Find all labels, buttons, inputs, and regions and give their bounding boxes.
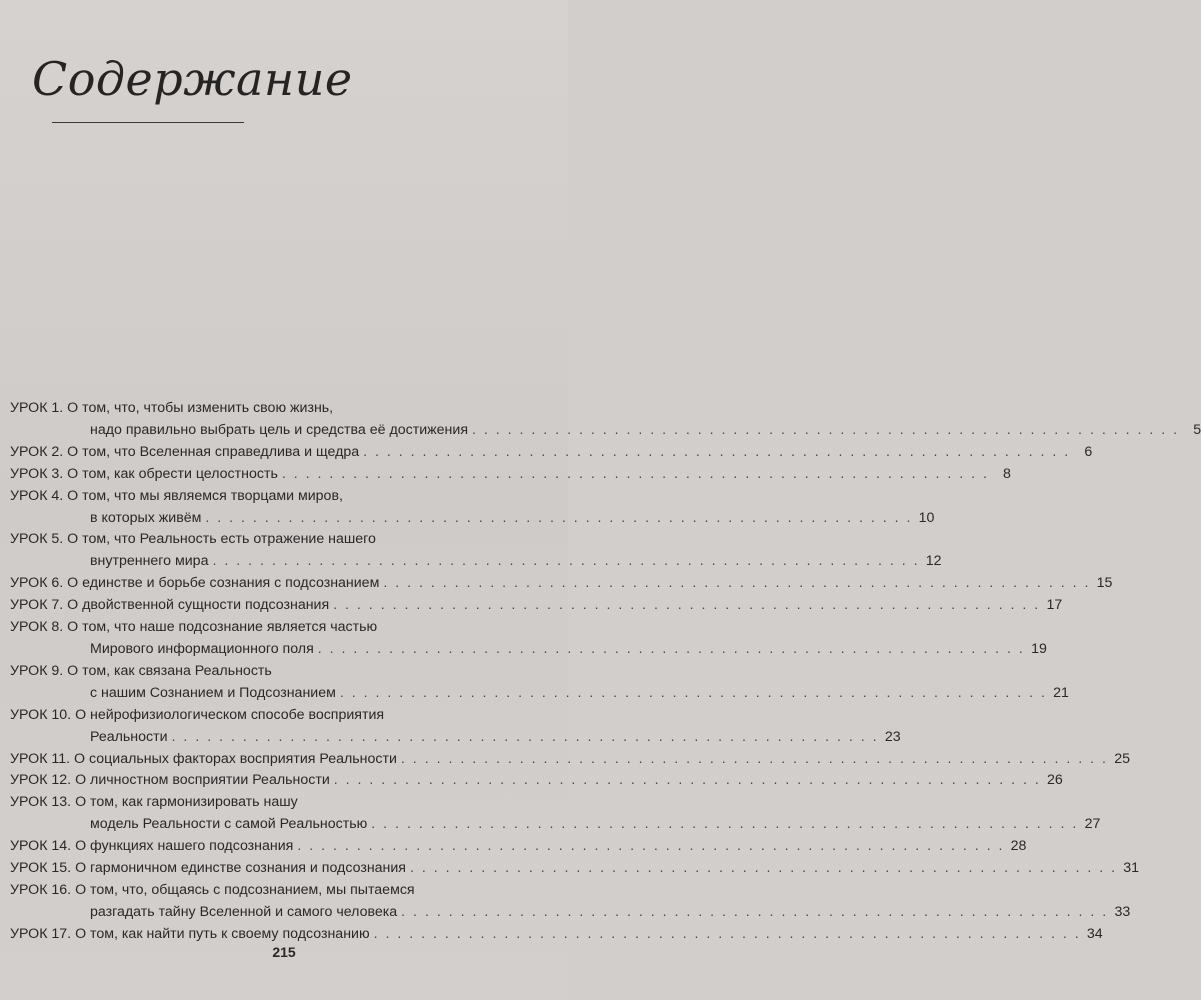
toc-entry-leader-line bbox=[10, 749, 1130, 771]
toc-entry-leader-line bbox=[10, 902, 1131, 924]
toc-entry-leader-line bbox=[10, 770, 1063, 792]
dot-leader: . . . . . . . . . . . . . . . . . . . . . . . . . . . . . . . . . . . . . . . . . . . . . . . . . . . . . . . . . . . . bbox=[339, 684, 1047, 701]
toc-entry-heading: УРОК 10. О нейрофизиологическом способе восприятия bbox=[10, 706, 385, 723]
toc-entry-heading: УРОК 5. О том, что Реальность есть отражение нашего bbox=[10, 531, 376, 548]
table-of-contents bbox=[10, 398, 1201, 946]
toc-entry bbox=[10, 705, 901, 749]
toc-entry-continuation: надо правильно выбрать цель и средства её достижения bbox=[90, 421, 468, 438]
toc-entry bbox=[10, 770, 1063, 792]
dot-leader: . . . . . . . . . . . . . . . . . . . . . . . . . . . . . . . . . . . . . . . . . . . . . . . . . . . . . . . . . . . . bbox=[297, 838, 1005, 855]
toc-entry-heading: УРОК 17. О том, как найти путь к своему подсознанию bbox=[10, 925, 370, 942]
dot-leader: . . . . . . . . . . . . . . . . . . . . . . . . . . . . . . . . . . . . . . . . . . . . . . . . . . . . . . . . . . . . bbox=[317, 640, 1025, 657]
toc-entry bbox=[10, 749, 1130, 771]
toc-entry-heading: УРОК 3. О том, как обрести целостность bbox=[10, 465, 278, 482]
toc-page-number: 10 bbox=[918, 509, 935, 526]
dot-leader: . . . . . . . . . . . . . . . . . . . . . . . . . . . . . . . . . . . . . . . . . . . . . . . . . . . . . . . . . . . . bbox=[472, 421, 1180, 438]
toc-page-number: 12 bbox=[925, 553, 942, 570]
dot-leader: . . . . . . . . . . . . . . . . . . . . . . . . . . . . . . . . . . . . . . . . . . . . . . . . . . . . . . . . . . . . bbox=[400, 750, 1108, 767]
toc-entry-leader-line bbox=[10, 836, 1027, 858]
toc-entry bbox=[10, 924, 1103, 946]
toc-entry-heading: УРОК 9. О том, как связана Реальность bbox=[10, 662, 272, 679]
toc-entry-leader-line bbox=[10, 683, 1069, 705]
toc-entry-heading: УРОК 14. О функциях нашего подсознания bbox=[10, 838, 294, 855]
page-number: 215 bbox=[272, 944, 296, 960]
toc-page-number: 8 bbox=[1003, 465, 1011, 482]
toc-entry bbox=[10, 398, 1201, 442]
toc-page-number: 27 bbox=[1084, 816, 1101, 833]
toc-page-number: 25 bbox=[1114, 750, 1130, 767]
toc-entry-leader-line bbox=[10, 442, 1093, 464]
toc-entry-heading: УРОК 4. О том, что мы являемся творцами миров, bbox=[10, 487, 343, 504]
toc-page-number: 26 bbox=[1047, 772, 1063, 789]
toc-entry bbox=[10, 617, 1047, 661]
dot-leader: . . . . . . . . . . . . . . . . . . . . . . . . . . . . . . . . . . . . . . . . . . . . . . . . . . . . . . . . . . . . bbox=[371, 816, 1079, 833]
toc-entry-heading: УРОК 8. О том, что наше подсознание является частью bbox=[10, 619, 378, 636]
page-title: Содержание bbox=[32, 52, 353, 106]
toc-page-number: 28 bbox=[1010, 838, 1027, 855]
toc-entry bbox=[10, 486, 935, 530]
toc-entry-leader-line bbox=[10, 858, 1140, 880]
toc-entry bbox=[10, 442, 1093, 464]
toc-entry-leader-line bbox=[10, 420, 1201, 442]
toc-entry-leader-line bbox=[10, 551, 942, 573]
toc-page-number: 33 bbox=[1114, 903, 1131, 920]
toc-entry-heading: УРОК 1. О том, что, чтобы изменить свою жизнь, bbox=[10, 400, 334, 416]
dot-leader: . . . . . . . . . . . . . . . . . . . . . . . . . . . . . . . . . . . . . . . . . . . . . . . . . . . . . . . . . . . . bbox=[212, 553, 920, 570]
toc-entry bbox=[10, 858, 1140, 880]
dot-leader: . . . . . . . . . . . . . . . . . . . . . . . . . . . . . . . . . . . . . . . . . . . . . . . . . . . . . . . . . . . . bbox=[205, 509, 913, 526]
toc-page-number: 21 bbox=[1053, 684, 1069, 701]
toc-entry bbox=[10, 880, 1131, 924]
toc-entry-continuation: в которых живём bbox=[90, 509, 202, 526]
toc-entry bbox=[10, 792, 1101, 836]
toc-entry-continuation: Мирового информационного поля bbox=[90, 640, 314, 657]
toc-entry-heading: УРОК 15. О гармоничном единстве сознания и подсознания bbox=[10, 860, 406, 877]
toc-entry-leader-line bbox=[10, 639, 1047, 661]
toc-entry bbox=[10, 595, 1063, 617]
toc-entry-leader-line bbox=[10, 924, 1103, 946]
toc-entry-continuation: внутреннего мира bbox=[90, 553, 209, 570]
toc-page-number: 15 bbox=[1096, 575, 1113, 592]
toc-page-number: 17 bbox=[1046, 597, 1063, 614]
toc-entry-continuation: разгадать тайну Вселенной и самого человека bbox=[90, 903, 398, 920]
toc-entry-continuation: с нашим Сознанием и Подсознанием bbox=[90, 684, 336, 701]
dot-leader: . . . . . . . . . . . . . . . . . . . . . . . . . . . . . . . . . . . . . . . . . . . . . . . . . . . . . . . . . . . . bbox=[333, 597, 1041, 614]
dot-leader: . . . . . . . . . . . . . . . . . . . . . . . . . . . . . . . . . . . . . . . . . . . . . . . . . . . . . . . . . . . . bbox=[363, 443, 1071, 460]
toc-entry-heading: УРОК 7. О двойственной сущности подсознания bbox=[10, 597, 330, 614]
dot-leader: . . . . . . . . . . . . . . . . . . . . . . . . . . . . . . . . . . . . . . . . . . . . . . . . . . . . . . . . . . . . bbox=[410, 860, 1118, 877]
toc-entry-heading: УРОК 11. О социальных факторах восприятия Реальности bbox=[10, 750, 397, 767]
dot-leader: . . . . . . . . . . . . . . . . . . . . . . . . . . . . . . . . . . . . . . . . . . . . . . . . . . . . . . . . . . . . bbox=[171, 728, 879, 745]
toc-entry bbox=[10, 529, 942, 573]
toc-page-number: 31 bbox=[1123, 860, 1140, 877]
toc-page-number: 6 bbox=[1084, 443, 1093, 460]
toc-entry-leader-line bbox=[10, 727, 901, 749]
dot-leader: . . . . . . . . . . . . . . . . . . . . . . . . . . . . . . . . . . . . . . . . . . . . . . . . . . . . . . . . . . . . bbox=[401, 903, 1109, 920]
toc-entry-leader-line bbox=[10, 573, 1113, 595]
toc-entry-heading: УРОК 6. О единстве и борьбе сознания с подсознанием bbox=[10, 575, 380, 592]
toc-entry-heading: УРОК 12. О личностном восприятии Реальности bbox=[10, 772, 330, 789]
toc-entry-leader-line bbox=[10, 814, 1101, 836]
dot-leader: . . . . . . . . . . . . . . . . . . . . . . . . . . . . . . . . . . . . . . . . . . . . . . . . . . . . . . . . . . . . bbox=[333, 772, 1041, 789]
toc-entry-heading: УРОК 13. О том, как гармонизировать нашу bbox=[10, 794, 298, 811]
toc-entry-heading: УРОК 2. О том, что Вселенная справедлива и щедра bbox=[10, 443, 360, 460]
toc-page-number: 19 bbox=[1031, 640, 1047, 657]
toc-entry-continuation: Реальности bbox=[90, 728, 168, 745]
dot-leader: . . . . . . . . . . . . . . . . . . . . . . . . . . . . . . . . . . . . . . . . . . . . . . . . . . . . . . . . . . . . bbox=[383, 575, 1091, 592]
toc-entry bbox=[10, 836, 1027, 858]
toc-entry bbox=[10, 661, 1069, 705]
toc-entry-leader-line bbox=[10, 595, 1063, 617]
toc-page-number: 34 bbox=[1086, 925, 1103, 942]
toc-page-number: 23 bbox=[884, 728, 901, 745]
toc-entry-leader-line bbox=[10, 464, 1011, 486]
toc-page-number: 5 bbox=[1193, 421, 1201, 438]
dot-leader: . . . . . . . . . . . . . . . . . . . . . . . . . . . . . . . . . . . . . . . . . . . . . . . . . . . . . . . . . . . . bbox=[373, 925, 1081, 942]
toc-entry-continuation: модель Реальности с самой Реальностью bbox=[90, 816, 368, 833]
toc-entry-heading: УРОК 16. О том, что, общаясь с подсознанием, мы пытаемся bbox=[10, 881, 415, 898]
toc-entry bbox=[10, 464, 1011, 486]
toc-entry-leader-line bbox=[10, 508, 935, 530]
dot-leader: . . . . . . . . . . . . . . . . . . . . . . . . . . . . . . . . . . . . . . . . . . . . . . . . . . . . . . . . . . . . bbox=[281, 465, 989, 482]
toc-entry bbox=[10, 573, 1113, 595]
title-underline bbox=[52, 122, 244, 123]
